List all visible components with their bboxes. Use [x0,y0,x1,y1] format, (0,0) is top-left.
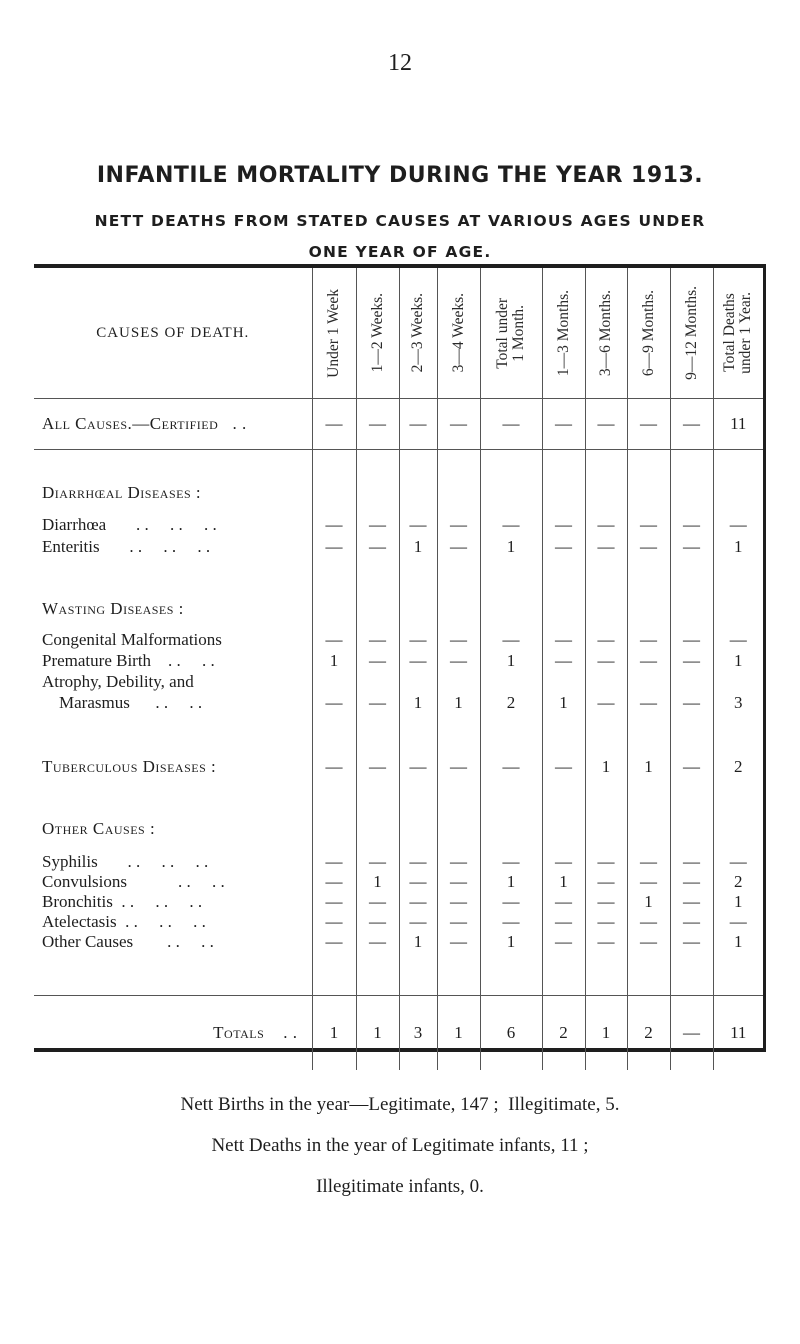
row-label: Congenital Malformations [42,630,222,649]
tuberculous-row [34,754,763,780]
value-cell: — [542,536,585,558]
value-cell: — [437,754,480,780]
value-cell: — [585,912,627,932]
value-cell: 1 [312,996,356,1071]
value-cell: 3 [399,996,437,1071]
value-cell: 1 [585,754,627,780]
spacer-row [34,780,763,816]
mortality-table-grid [34,268,763,1070]
value-cell: — [627,536,670,558]
value-cell: — [627,912,670,932]
value-cell: 1 [713,536,763,558]
value-cell: — [356,399,399,450]
age-column-header: 3—4 Weeks. [437,268,480,399]
value-cell: — [312,892,356,912]
page-title: INFANTILE MORTALITY DURING THE YEAR 1913. [96,163,704,188]
row-label: All Causes.—Certified . . [34,399,312,450]
value-cell: — [312,630,356,651]
value-cell: — [713,852,763,872]
spacer-row [34,450,763,480]
spacer-row [34,842,763,852]
other-causes-heading-row [34,816,763,842]
value-cell: 1 [713,892,763,912]
value-cell: — [670,932,713,952]
certified-row [34,399,763,450]
value-cell: — [627,651,670,672]
value-cell: 1 [399,536,437,558]
value-cell [627,672,670,693]
table-row [34,672,763,693]
value-cell: — [356,651,399,672]
value-cell: — [670,399,713,450]
value-cell: 1 [480,932,542,952]
row-label: Enteritis . . . . . . [42,536,211,556]
value-cell: 1 [399,932,437,952]
value-cell: — [585,514,627,536]
value-cell: — [480,399,542,450]
value-cell: 1 [480,536,542,558]
value-cell: 1 [399,693,437,714]
value-cell: 2 [542,996,585,1071]
row-label: Atrophy, Debility, and [42,672,194,691]
table-row [34,693,763,714]
value-cell: — [437,912,480,932]
value-cell: — [437,536,480,558]
value-cell: — [312,932,356,952]
value-cell: — [542,651,585,672]
value-cell: — [670,514,713,536]
value-cell: — [437,872,480,892]
age-column-header: 2—3 Weeks. [399,268,437,399]
footer-illegitimate: Illegitimate infants, 0. [316,1176,484,1197]
value-cell: — [585,892,627,912]
value-cell [480,672,542,693]
value-cell: — [399,399,437,450]
value-cell: — [585,852,627,872]
value-cell: — [437,399,480,450]
mortality-table [34,264,766,1052]
value-cell: — [542,399,585,450]
value-cell: 1 [627,754,670,780]
page-number: 12 [388,50,412,76]
value-cell: — [670,630,713,651]
section-heading: Other Causes : [42,818,156,838]
value-cell: — [356,912,399,932]
value-cell [585,672,627,693]
value-cell: 11 [713,996,763,1071]
value-cell: — [585,872,627,892]
value-cell: — [670,912,713,932]
value-cell: — [670,852,713,872]
value-cell: — [312,514,356,536]
section-heading: Diarrhœal Diseases : [42,482,202,502]
value-cell: — [713,912,763,932]
value-cell: 1 [627,892,670,912]
row-label: Atelectasis . . . . . . [42,911,206,931]
totals-row [34,996,763,1071]
value-cell: 3 [713,693,763,714]
table-row [34,651,763,672]
value-cell: 1 [585,996,627,1071]
wasting-heading-row [34,596,763,622]
value-cell: — [437,651,480,672]
value-cell: — [356,536,399,558]
value-cell: 1 [480,872,542,892]
value-cell: 2 [480,693,542,714]
value-cell: 1 [312,651,356,672]
value-cell: — [585,399,627,450]
row-label: Premature Birth . . . . [42,651,215,670]
spacer-row [34,622,763,630]
value-cell [312,672,356,693]
row-label: Syphilis . . . . . . [42,851,209,871]
age-column-header: 6—9 Months. [627,268,670,399]
value-cell: — [627,872,670,892]
value-cell: — [627,932,670,952]
value-cell [670,672,713,693]
table-row [34,630,763,651]
value-cell: — [437,852,480,872]
age-column-header: 1—2 Weeks. [356,268,399,399]
footer-births: Nett Births in the year—Legitimate, 147 ; Illegitimate, 5. [180,1094,620,1115]
value-cell: — [312,912,356,932]
value-cell [713,672,763,693]
age-column-header: Total under 1 Month. [480,268,542,399]
spacer-row [34,558,763,596]
value-cell: — [480,514,542,536]
value-cell [542,672,585,693]
subtitle-line-1: NETT DEATHS FROM STATED CAUSES AT VARIOUS AGES UNDER [94,212,706,230]
totals-label: Totals . . [34,996,312,1071]
value-cell: — [437,630,480,651]
value-cell [437,672,480,693]
row-label: Convulsions . . . . [42,871,225,891]
value-cell: — [542,852,585,872]
value-cell: — [585,932,627,952]
age-column-header: 9—12 Months. [670,268,713,399]
value-cell: — [542,912,585,932]
value-cell: — [670,693,713,714]
value-cell: — [585,630,627,651]
value-cell: 1 [437,693,480,714]
value-cell: — [480,912,542,932]
value-cell: — [713,514,763,536]
value-cell: — [542,514,585,536]
value-cell: — [356,693,399,714]
value-cell: 1 [356,996,399,1071]
value-cell: — [542,630,585,651]
value-cell: — [356,630,399,651]
value-cell: — [399,514,437,536]
value-cell: — [627,630,670,651]
value-cell: — [627,852,670,872]
value-cell: — [480,892,542,912]
value-cell: 1 [480,651,542,672]
value-cell: — [399,630,437,651]
row-label: Bronchitis . . . . . . [42,891,203,911]
value-cell: — [713,630,763,651]
value-cell: — [670,754,713,780]
value-cell: — [480,852,542,872]
age-column-header: Under 1 Week [312,268,356,399]
value-cell: 6 [480,996,542,1071]
value-cell: 2 [713,872,763,892]
value-cell: — [437,892,480,912]
value-cell: — [585,536,627,558]
value-cell: 1 [713,932,763,952]
age-column-header: 3—6 Months. [585,268,627,399]
row-label: Diarrhœa . . . . . . [42,514,217,534]
value-cell: — [627,693,670,714]
value-cell: — [542,892,585,912]
value-cell: — [670,536,713,558]
value-cell: — [356,754,399,780]
value-cell: — [312,693,356,714]
value-cell: 1 [542,693,585,714]
value-cell: — [312,852,356,872]
value-cell: — [399,651,437,672]
age-column-header: 1—3 Months. [542,268,585,399]
value-cell: — [585,693,627,714]
value-cell: — [585,651,627,672]
value-cell: — [670,892,713,912]
value-cell: — [312,754,356,780]
subtitle-line-2: ONE YEAR OF AGE. [308,243,492,261]
value-cell: — [437,514,480,536]
value-cell: 1 [713,651,763,672]
value-cell: — [670,996,713,1071]
table-row [34,514,763,536]
section-heading: Wasting Diseases : [42,598,184,618]
row-label: Marasmus . . . . [42,693,203,712]
value-cell: — [437,932,480,952]
value-cell: 11 [713,399,763,450]
diarrhoeal-heading-row [34,480,763,506]
value-cell: — [670,872,713,892]
value-cell: — [627,399,670,450]
value-cell: 1 [437,996,480,1071]
value-cell: — [480,754,542,780]
value-cell: — [670,651,713,672]
header-row [34,268,763,399]
table-row [34,912,763,932]
value-cell: — [312,399,356,450]
value-cell: — [480,630,542,651]
value-cell [356,672,399,693]
row-label: Other Causes . . . . [42,931,214,951]
value-cell: — [399,852,437,872]
table-row [34,932,763,952]
spacer-row [34,714,763,754]
value-cell: — [356,892,399,912]
value-cell: — [399,892,437,912]
value-cell: — [399,912,437,932]
table-row [34,536,763,558]
table-row [34,872,763,892]
age-column-header: Total Deaths under 1 Year. [713,268,763,399]
value-cell: — [399,754,437,780]
spacer-row [34,952,763,996]
footer-deaths: Nett Deaths in the year of Legitimate infants, 11 ; [211,1135,589,1156]
value-cell: — [542,754,585,780]
value-cell: — [399,872,437,892]
value-cell: — [312,872,356,892]
spacer-row [34,506,763,514]
value-cell: — [312,536,356,558]
value-cell: 1 [356,872,399,892]
cause-column-header: CAUSES OF DEATH. [34,268,312,399]
table-row [34,892,763,912]
row-label: Tuberculous Diseases : [42,756,217,776]
value-cell: 2 [627,996,670,1071]
value-cell: 2 [713,754,763,780]
value-cell: 1 [542,872,585,892]
value-cell [399,672,437,693]
value-cell: — [627,514,670,536]
value-cell: — [356,852,399,872]
value-cell: — [356,514,399,536]
table-row [34,852,763,872]
value-cell: — [356,932,399,952]
value-cell: — [542,932,585,952]
